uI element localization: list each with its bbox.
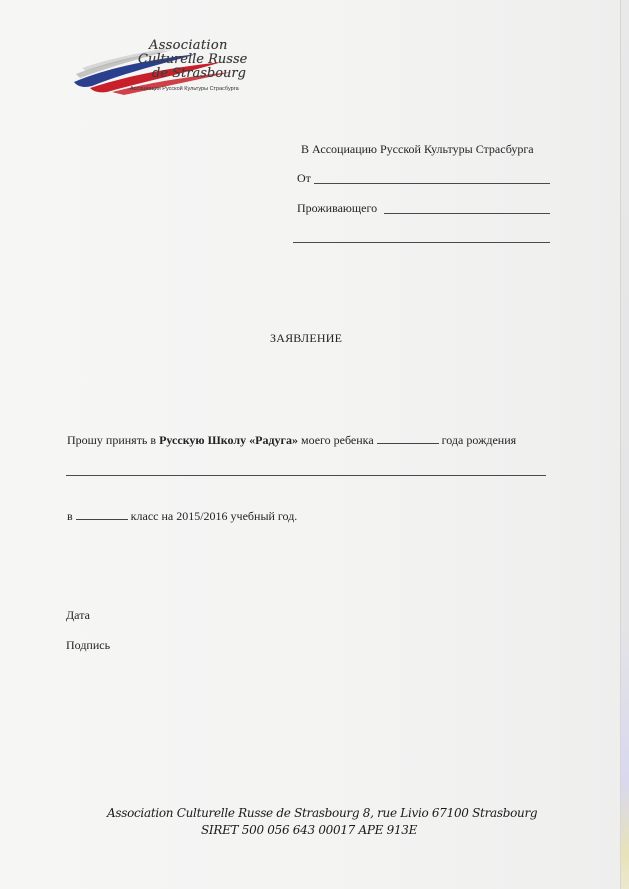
residing-label: Проживающего [297,201,378,215]
residing-blank-line [384,213,550,214]
logo-subtitle: Ассоциация Русской Культуры Страсбурга [130,86,239,92]
date-label: Дата [66,608,90,622]
request-text-part3: года рождения [438,433,517,447]
recipient-addressee: В Ассоциацию Русской Культуры Страсбурга [301,142,534,156]
association-logo [72,38,247,100]
school-name: Русскую Школу «Радуга» [159,433,298,447]
logo-text-line3: de Strasbourg [152,66,246,81]
page-edge-shadow [621,0,629,889]
from-blank-line [314,183,550,184]
child-name-blank-line [66,475,546,476]
address-blank-line [293,242,550,243]
birth-year-blank [377,432,439,444]
footer-address: Association Culturelle Russe de Strasbourg 8, rue Livio 67100 Strasbourg [107,806,538,820]
class-number-blank [76,508,128,520]
document-title: ЗАЯВЛЕНИЕ [270,331,343,345]
from-label: От [297,171,311,185]
logo-text-line1: Association [149,38,228,53]
request-text-part1: Прошу принять в [67,433,160,447]
footer-registration: SIRET 500 056 643 00017 APE 913E [201,823,418,837]
request-sentence [67,432,516,448]
class-sentence [67,508,297,524]
class-suffix: класс на 2015/2016 учебный год. [127,509,298,523]
request-text-part2: моего ребенка [297,433,377,447]
logo-text-line2: Culturelle Russe [138,52,248,67]
class-prefix: в [67,509,76,523]
signature-label: Подпись [66,638,111,652]
